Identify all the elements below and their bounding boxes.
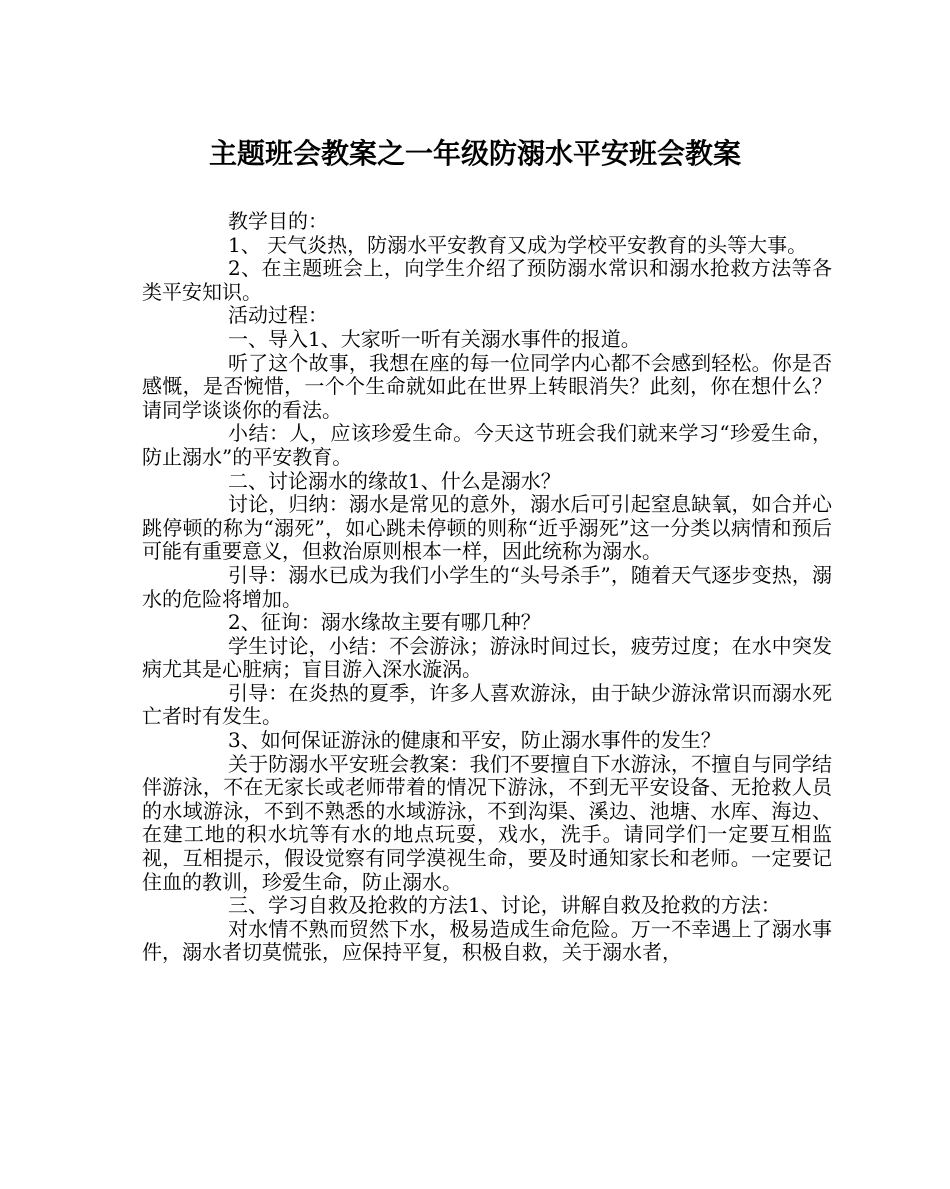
paragraph-guidance-1: 引导：溺水已成为我们小学生的“头号杀手”，随着天气逐步变热，溺水的危险将增加。 bbox=[142, 562, 832, 611]
document-body bbox=[142, 210, 832, 965]
paragraph-objective-1: 1、 天气炎热，防溺水平安教育又成为学校平安教育的头等大事。 bbox=[228, 232, 808, 257]
paragraph-summary: 小结：人，应该珍爱生命。今天这节班会我们就来学习“珍爱生命，防止溺水”的平安教育。 bbox=[142, 421, 832, 469]
paragraph-objectives-heading: 教学目的： bbox=[228, 209, 328, 233]
paragraph-safety-question: 3、如何保证游泳的健康和平安，防止溺水事件的发生？ bbox=[228, 728, 721, 753]
paragraph-intro: 一、导入1、大家听一听有关溺水事件的报道。 bbox=[228, 326, 641, 351]
paragraph-causes-summary: 学生讨论，小结：不会游泳；游泳时间过长，疲劳过度；在水中突发病尤其是心脏病；盲目游入深水漩涡。 bbox=[142, 633, 832, 682]
paragraph-objective-2: 2、在主题班会上，向学生介绍了预防溺水常识和溺水抢救方法等各类平安知识。 bbox=[142, 256, 832, 304]
paragraph-causes-question: 2、征询：溺水缘故主要有哪几种？ bbox=[228, 610, 541, 635]
paragraph-section-3-heading: 三、学习自救及抢救的方法1、讨论，讲解自救及抢救的方法： bbox=[228, 893, 781, 918]
paragraph-section-2-heading: 二、讨论溺水的缘故1、什么是溺水？ bbox=[228, 468, 561, 493]
paragraph-discussion-definition: 讨论，归纳：溺水是常见的意外，溺水后可引起窒息缺氧，如合并心跳停顿的称为“溺死”，如心跳未停顿的则称“近乎溺死”这一分类以病情和预后可能有重要意义，但救治原则根本一样，因此统称为溺水。 bbox=[142, 492, 832, 564]
paragraph-story-reflection: 听了这个故事，我想在座的每一位同学内心都不会感到轻松。你是否感慨，是否惋惜，一个个生命就如此在世界上转眼消失？此刻，你在想什么？请同学谈谈你的看法。 bbox=[142, 350, 832, 422]
paragraph-guidance-2: 引导：在炎热的夏季，许多人喜欢游泳，由于缺少游泳常识而溺水死亡者时有发生。 bbox=[142, 680, 832, 729]
paragraph-safety-rules: 关于防溺水平安班会教案：我们不要擅自下水游泳，不擅自与同学结伴游泳，不在无家长或老师带着的情况下游泳，不到无平安设备、无抢救人员的水域游泳，不到不熟悉的水域游泳，不到沟渠、溪边、池塘、水库、海边、在建工地的积水坑等有水的地点玩耍，戏水，洗手。请同学们一定要互相监视，互相提示，假设觉察有同学漠视生命，要及时通知家长和老师。一定要记住血的教训，珍爱生命，防止溺水。 bbox=[142, 751, 832, 894]
paragraph-self-rescue: 对水情不熟而贸然下水，极易造成生命危险。万一不幸遇上了溺水事件，溺水者切莫慌张，应保持平复，积极自救，关于溺水者， bbox=[142, 916, 832, 965]
paragraph-process-heading: 活动过程： bbox=[228, 303, 328, 328]
document-title: 主题班会教案之一年级防溺水平安班会教案 bbox=[208, 137, 741, 170]
